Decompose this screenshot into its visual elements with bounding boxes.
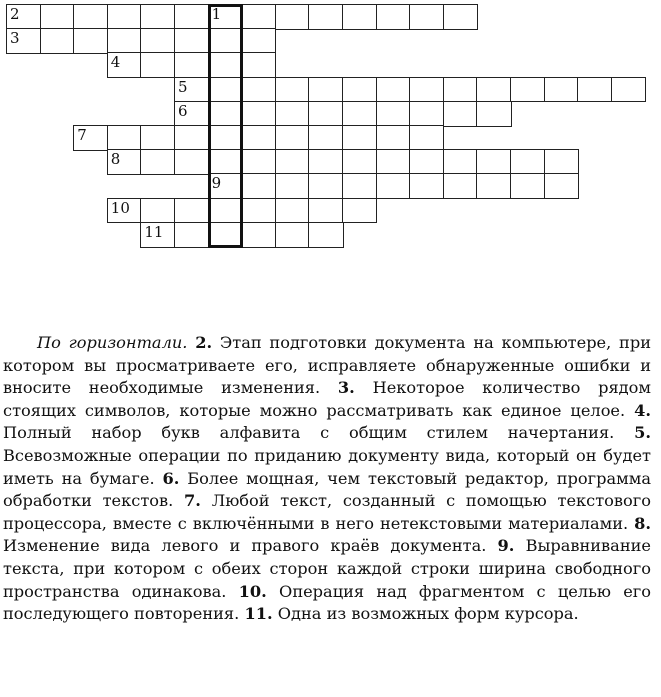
crossword-cell xyxy=(241,28,276,54)
crossword-cell xyxy=(275,77,310,103)
crossword-cell xyxy=(241,173,276,199)
crossword-cell xyxy=(544,173,579,199)
crossword-cell xyxy=(275,198,310,224)
clue-text: Выравнивание текста, при котором с обеих сторон каждой строки ширина свободного пространства одинакова. xyxy=(3,536,651,601)
crossword-cell xyxy=(275,125,310,151)
crossword-cell xyxy=(611,77,646,103)
crossword-cell xyxy=(40,4,75,30)
crossword-cell xyxy=(409,4,444,30)
crossword-cell xyxy=(73,125,108,151)
crossword-cell xyxy=(443,77,478,103)
crossword-cell xyxy=(308,101,343,127)
crossword-cell xyxy=(174,52,209,78)
crossword-cell xyxy=(376,4,411,30)
crossword-cell xyxy=(241,52,276,78)
crossword-cell xyxy=(140,52,175,78)
crossword-cell xyxy=(73,28,108,54)
clue-text: Более мощная, чем текстовый редактор, программа обработки текстов. xyxy=(3,468,651,511)
crossword-cell xyxy=(409,125,444,151)
crossword-cell xyxy=(342,149,377,175)
crossword-cell xyxy=(443,101,478,127)
crossword-cell xyxy=(308,198,343,224)
clue-number: 10. xyxy=(238,581,267,601)
crossword-grid xyxy=(0,0,661,300)
clue-number-label: 10 xyxy=(110,198,130,217)
clue-text: Всевозможные операции по приданию документу вида, который он будет иметь на бумаге. xyxy=(3,445,651,488)
crossword-cell xyxy=(342,77,377,103)
clue-number: 4. xyxy=(634,400,651,420)
crossword-cell xyxy=(275,4,310,30)
clue-number: 6. xyxy=(162,468,180,488)
clue-number: 9. xyxy=(497,536,515,556)
crossword-cell xyxy=(140,198,175,224)
crossword-cell xyxy=(40,28,75,54)
crossword-cell xyxy=(241,198,276,224)
clue-number-label: 5 xyxy=(178,77,188,96)
clue-number: 3. xyxy=(337,378,355,398)
crossword-cell xyxy=(342,4,377,30)
clue-number: 8. xyxy=(634,513,651,533)
clue-number-label: 2 xyxy=(10,5,20,23)
clue-text: Полный набор букв алфавита с общим стилем начертания. xyxy=(3,423,615,443)
crossword-cell xyxy=(376,125,411,151)
crossword-cell xyxy=(107,149,142,175)
crossword-cell xyxy=(174,28,209,54)
crossword-cell xyxy=(275,222,310,248)
crossword-cell xyxy=(443,173,478,199)
crossword-cell xyxy=(241,149,276,175)
crossword-cell xyxy=(174,222,209,248)
crossword-cell xyxy=(107,28,142,54)
clue-number-label: 6 xyxy=(178,101,188,120)
crossword-cell xyxy=(73,4,108,30)
crossword-cell xyxy=(208,28,243,54)
crossword-cell xyxy=(174,4,209,30)
crossword-cell xyxy=(140,4,175,30)
clue-number-label: 8 xyxy=(110,150,121,169)
clue-number-label: 11 xyxy=(144,222,164,241)
clue-text: Любой текст, созданный с помощью текстового процессора, вместе с включёнными в него нетекстовыми материалами. xyxy=(3,491,651,533)
crossword-cell xyxy=(208,77,243,103)
crossword-cell xyxy=(308,173,343,199)
crossword-cell xyxy=(107,198,142,224)
clue-number-label: 7 xyxy=(77,126,87,144)
clue-text: Изменение вида левого и правого краёв документа. xyxy=(3,536,487,556)
crossword-cell xyxy=(476,101,511,127)
clue-number-label: 1 xyxy=(211,5,222,23)
clue-number: 11. xyxy=(244,604,273,624)
crossword-cell xyxy=(241,125,276,151)
crossword-cell xyxy=(376,77,411,103)
crossword-cell xyxy=(208,125,243,151)
crossword-cell xyxy=(476,173,511,199)
crossword-cell xyxy=(308,125,343,151)
crossword-cell xyxy=(174,101,209,127)
crossword-cell xyxy=(443,4,478,30)
crossword-cell xyxy=(510,77,545,103)
crossword-cell xyxy=(476,77,511,103)
clue-text: Некоторое количество рядом стоящих символов, которые можно рассматривать как единое целое. xyxy=(3,378,651,420)
crossword-cell xyxy=(208,149,243,175)
crossword-cell xyxy=(174,77,209,103)
crossword-cell xyxy=(409,149,444,175)
crossword-cell xyxy=(6,4,41,30)
crossword-cell xyxy=(275,149,310,175)
crossword-cell xyxy=(544,149,579,175)
clue-number: 5. xyxy=(634,423,651,443)
crossword-cell xyxy=(342,198,377,224)
clue-text: Операция над фрагментом с целью его последующего повторения. xyxy=(3,581,652,624)
crossword-cell xyxy=(376,149,411,175)
clue-text: Этап подготовки документа на компьютере, при котором вы просматриваете его, исправляете обнаруженные ошибки и вносите необходимые изменения. xyxy=(3,333,651,398)
crossword-cell xyxy=(342,101,377,127)
crossword-cell xyxy=(342,173,377,199)
crossword-cell xyxy=(308,4,343,30)
crossword-cell xyxy=(409,101,444,127)
crossword-cell xyxy=(510,149,545,175)
crossword-cell xyxy=(544,77,579,103)
crossword-cell xyxy=(308,222,343,248)
crossword-cell xyxy=(208,52,243,78)
crossword-cell xyxy=(308,77,343,103)
crossword-cell xyxy=(376,101,411,127)
crossword-cell xyxy=(241,4,276,30)
crossword-cell xyxy=(6,28,41,54)
crossword-cell xyxy=(174,198,209,224)
crossword-cell xyxy=(241,101,276,127)
crossword-cell xyxy=(140,125,175,151)
crossword-cell xyxy=(409,173,444,199)
crossword-cell xyxy=(443,149,478,175)
crossword-cell xyxy=(174,149,209,175)
crossword-cell xyxy=(140,149,175,175)
crossword-cell xyxy=(342,125,377,151)
clue-text: Одна из возможных форм курсора. xyxy=(277,604,579,624)
clue-number: 2. xyxy=(195,333,213,352)
clues-heading: По горизонтали. xyxy=(37,333,188,352)
crossword-cell xyxy=(275,101,310,127)
crossword-cell xyxy=(208,101,243,127)
clue-number: 7. xyxy=(184,491,201,511)
crossword-cell xyxy=(208,4,243,30)
crossword-cell xyxy=(510,173,545,199)
crossword-cell xyxy=(308,149,343,175)
crossword-cell xyxy=(107,4,142,30)
clue-number-label: 4 xyxy=(110,53,121,72)
crossword-cell xyxy=(140,28,175,54)
crossword-cell xyxy=(208,173,243,199)
crossword-cell xyxy=(174,125,209,151)
crossword-cell xyxy=(241,222,276,248)
crossword-cell xyxy=(107,52,142,78)
crossword-cell xyxy=(376,173,411,199)
crossword-cell xyxy=(409,77,444,103)
crossword-cell xyxy=(208,222,243,248)
crossword-cell xyxy=(140,222,175,248)
clue-number-label: 9 xyxy=(211,174,222,193)
clues-across xyxy=(3,332,651,626)
clue-number-label: 3 xyxy=(10,29,20,48)
crossword-cell xyxy=(476,149,511,175)
crossword-cell xyxy=(577,77,612,103)
crossword-cell xyxy=(275,173,310,199)
crossword-cell xyxy=(208,198,243,224)
crossword-cell xyxy=(107,125,142,151)
crossword-cell xyxy=(241,77,276,103)
